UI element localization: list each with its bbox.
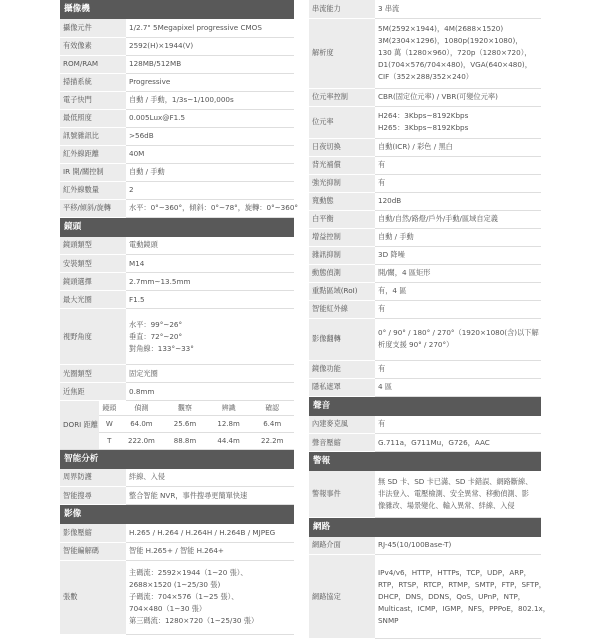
section-header: 影像 bbox=[60, 505, 294, 524]
spec-value-line: 2 bbox=[129, 184, 291, 196]
spec-value-line: 整合智能 NVR，事件搜尋更簡單快速 bbox=[129, 490, 291, 502]
spec-value bbox=[126, 469, 294, 487]
spec-label: 動態偵測 bbox=[309, 264, 375, 282]
dori-cell: 12.8m bbox=[207, 415, 251, 432]
spec-row bbox=[309, 416, 541, 434]
spec-value-line: 開/關，4 區矩形 bbox=[378, 267, 538, 279]
spec-value-line: 有，4 區 bbox=[378, 285, 538, 297]
spec-value bbox=[375, 471, 541, 517]
section-header: 警報 bbox=[309, 452, 541, 471]
spec-row bbox=[60, 560, 294, 634]
spec-value bbox=[126, 273, 294, 291]
spec-label: 強光抑制 bbox=[309, 174, 375, 192]
spec-label: 掃描系統 bbox=[60, 73, 126, 91]
spec-value-line: IPv4/v6，HTTP，HTTPs，TCP，UDP，ARP， bbox=[378, 567, 538, 579]
spec-value bbox=[375, 192, 541, 210]
spec-value-line: 像雜改、場景變化、輸入異常、絆線、入侵 bbox=[378, 500, 538, 512]
spec-label: 聲音壓縮 bbox=[309, 434, 375, 452]
spec-row bbox=[60, 237, 294, 255]
spec-row bbox=[60, 291, 294, 309]
spec-table bbox=[309, 416, 541, 453]
spec-value-line: RTP，RTSP，RTCP，RTMP，SMTP，FTP，SFTP， bbox=[378, 579, 538, 591]
spec-label: 日夜切換 bbox=[309, 138, 375, 156]
spec-label: IR 開/關控制 bbox=[60, 163, 126, 181]
spec-label: 解析度 bbox=[309, 18, 375, 88]
spec-value-line: 3D 降噪 bbox=[378, 249, 538, 261]
spec-row bbox=[309, 156, 541, 174]
spec-row bbox=[60, 109, 294, 127]
spec-value-line: 無 SD 卡、SD 卡已滿、SD 卡錯誤、網路斷線、 bbox=[378, 476, 538, 488]
spec-value-line: 水平：99°~26° bbox=[129, 319, 291, 331]
spec-value bbox=[126, 524, 294, 542]
spec-row bbox=[309, 0, 541, 18]
spec-row bbox=[60, 542, 294, 560]
spec-label: 電子快門 bbox=[60, 91, 126, 109]
spec-label: ROM/RAM bbox=[60, 55, 126, 73]
spec-label: 白平衡 bbox=[309, 210, 375, 228]
spec-row bbox=[309, 378, 541, 396]
spec-value bbox=[126, 37, 294, 55]
spec-label: 安裝類型 bbox=[60, 255, 126, 273]
spec-value bbox=[375, 106, 541, 138]
spec-row bbox=[309, 192, 541, 210]
dori-label: DORI 距離 bbox=[60, 401, 99, 449]
spec-value bbox=[375, 156, 541, 174]
spec-table bbox=[309, 0, 541, 397]
spec-value-line: >56dB bbox=[129, 130, 291, 142]
spec-label: 光圈類型 bbox=[60, 365, 126, 383]
spec-row bbox=[309, 264, 541, 282]
spec-row bbox=[60, 73, 294, 91]
spec-label: 訊號雜訊比 bbox=[60, 127, 126, 145]
spec-label: 隱私遮罩 bbox=[309, 378, 375, 396]
spec-row bbox=[309, 300, 541, 318]
spec-row bbox=[309, 555, 541, 639]
spec-value bbox=[375, 210, 541, 228]
spec-value-line: 第三碼流：1280×720（1~25/30 張） bbox=[129, 615, 291, 627]
dori-cell: T bbox=[99, 432, 120, 449]
spec-value bbox=[375, 246, 541, 264]
spec-label: 視野角度 bbox=[60, 309, 126, 365]
spec-row bbox=[309, 174, 541, 192]
spec-value bbox=[375, 378, 541, 396]
spec-value-line: 子碼流：704×576（1~25 張）、 bbox=[129, 591, 291, 603]
spec-value-line: 水平：0°~360°，傾斜：0°~78°，旋轉：0°~360° bbox=[129, 202, 291, 214]
spec-value-line: 有 bbox=[378, 418, 538, 430]
dori-header-cell: 確認 bbox=[250, 401, 294, 415]
spec-row bbox=[309, 228, 541, 246]
spec-row bbox=[60, 91, 294, 109]
spec-row bbox=[60, 487, 294, 505]
spec-label: 攝像元件 bbox=[60, 19, 126, 37]
spec-row bbox=[60, 273, 294, 291]
spec-value-line: H265：3Kbps~8192Kbps bbox=[378, 122, 538, 134]
spec-value-line: Multicast，ICMP，IGMP，NFS，PPPoE，802.1x， bbox=[378, 603, 538, 615]
spec-value-line: M14 bbox=[129, 258, 291, 270]
spec-value-line: 40M bbox=[129, 148, 291, 160]
spec-value bbox=[375, 555, 541, 639]
spec-value-line: 電動鏡頭 bbox=[129, 239, 291, 251]
spec-value-line: 120dB bbox=[378, 195, 538, 207]
spec-label: 寬動態 bbox=[309, 192, 375, 210]
spec-value-line: 自動/自然/路燈/戶外/手動/區域自定義 bbox=[378, 213, 538, 225]
spec-value-line: 3M(2304×1296)，1080p(1920×1080)， bbox=[378, 35, 538, 47]
spec-label: 周界防護 bbox=[60, 469, 126, 487]
spec-row bbox=[60, 524, 294, 542]
spec-value-line: CBR(固定位元率) / VBR(可變位元率) bbox=[378, 91, 538, 103]
spec-table bbox=[60, 524, 294, 635]
spec-value-line: 固定光圈 bbox=[129, 368, 291, 380]
spec-row bbox=[309, 318, 541, 360]
spec-row bbox=[60, 37, 294, 55]
spec-value-line: Progressive bbox=[129, 76, 291, 88]
spec-row bbox=[309, 537, 541, 555]
spec-value bbox=[375, 416, 541, 434]
spec-value-line: D1(704×576/704×480)，VGA(640×480)， bbox=[378, 59, 538, 71]
spec-table bbox=[60, 237, 294, 402]
spec-value-line: 非法登入、電壓檢測、安全異常、移動偵測、影 bbox=[378, 488, 538, 500]
spec-label: 警報事件 bbox=[309, 471, 375, 517]
spec-value-line: 1/2.7" 5Megapixel progressive CMOS bbox=[129, 22, 291, 34]
spec-value-line: G.711a，G711Mu，G726，AAC bbox=[378, 437, 538, 449]
spec-value-line: 130 萬（1280×960），720p（1280×720）， bbox=[378, 47, 538, 59]
spec-value-line: 析度支援 90° / 270°） bbox=[378, 339, 538, 351]
spec-label: 背光補償 bbox=[309, 156, 375, 174]
dori-header-cell: 鏡頭 bbox=[99, 401, 120, 415]
dori-header-cell: 辨識 bbox=[207, 401, 251, 415]
spec-value-line: 自動 / 手動，1/3s~1/100,000s bbox=[129, 94, 291, 106]
spec-value bbox=[375, 434, 541, 452]
spec-label: 位元率 bbox=[309, 106, 375, 138]
spec-value-line: 智能 H.265+ / 智能 H.264+ bbox=[129, 545, 291, 557]
spec-value-line: 0° / 90° / 180° / 270°（1920×1080(含)以下解 bbox=[378, 327, 538, 339]
dori-cell: 64.0m bbox=[120, 415, 164, 432]
dori-header-row bbox=[60, 401, 294, 415]
spec-label: 近焦距 bbox=[60, 383, 126, 401]
spec-value bbox=[126, 163, 294, 181]
spec-row bbox=[60, 181, 294, 199]
spec-label: 網路介面 bbox=[309, 537, 375, 555]
spec-row bbox=[309, 18, 541, 88]
spec-row bbox=[60, 19, 294, 37]
spec-label: 影像翻轉 bbox=[309, 318, 375, 360]
spec-value bbox=[375, 0, 541, 18]
spec-value bbox=[126, 487, 294, 505]
spec-value bbox=[126, 365, 294, 383]
spec-value-line: 4 區 bbox=[378, 381, 538, 393]
spec-table bbox=[60, 19, 294, 218]
spec-row bbox=[60, 127, 294, 145]
spec-label: 紅外線數量 bbox=[60, 181, 126, 199]
spec-label: 智能搜尋 bbox=[60, 487, 126, 505]
spec-row bbox=[60, 365, 294, 383]
spec-value bbox=[126, 255, 294, 273]
spec-row bbox=[309, 282, 541, 300]
spec-value bbox=[375, 300, 541, 318]
spec-value-line: 絆線、入侵 bbox=[129, 471, 291, 483]
spec-value bbox=[126, 383, 294, 401]
spec-value-line: RJ-45(10/100Base-T) bbox=[378, 539, 538, 551]
spec-value bbox=[126, 145, 294, 163]
spec-value-line: H264：3Kbps~8192Kbps bbox=[378, 110, 538, 122]
spec-label: 鏡頭選擇 bbox=[60, 273, 126, 291]
dori-cell: 22.2m bbox=[250, 432, 294, 449]
spec-value-line: 2688×1520 (1~25/30 張) bbox=[129, 579, 291, 591]
spec-value-line: H.265 / H.264 / H.264H / H.264B / MJPEG bbox=[129, 527, 291, 539]
spec-value bbox=[126, 19, 294, 37]
spec-value bbox=[375, 318, 541, 360]
spec-row bbox=[60, 145, 294, 163]
spec-value-line: 128MB/512MB bbox=[129, 58, 291, 70]
spec-table bbox=[60, 469, 294, 506]
spec-label: 有效像素 bbox=[60, 37, 126, 55]
spec-value-line: 自動(ICR) / 彩色 / 黑白 bbox=[378, 141, 538, 153]
spec-value bbox=[126, 291, 294, 309]
spec-value-line: 自動 / 手動 bbox=[378, 231, 538, 243]
spec-value bbox=[126, 91, 294, 109]
spec-value-line: 對角線：133°~33° bbox=[129, 343, 291, 355]
spec-value-line: 自動 / 手動 bbox=[129, 166, 291, 178]
dori-header-cell: 觀察 bbox=[163, 401, 207, 415]
right-spec-column bbox=[309, 0, 541, 639]
spec-label: 最大光圈 bbox=[60, 291, 126, 309]
spec-label: 智能紅外線 bbox=[309, 300, 375, 318]
spec-value bbox=[375, 264, 541, 282]
spec-row bbox=[60, 309, 294, 365]
spec-row bbox=[60, 383, 294, 401]
spec-value bbox=[375, 174, 541, 192]
spec-row bbox=[309, 360, 541, 378]
spec-row bbox=[309, 138, 541, 156]
spec-table bbox=[309, 537, 541, 639]
spec-row bbox=[309, 106, 541, 138]
spec-value bbox=[375, 282, 541, 300]
spec-row bbox=[60, 255, 294, 273]
section-header: 網路 bbox=[309, 518, 541, 537]
spec-label: 平移/傾斜/旋轉 bbox=[60, 199, 126, 217]
spec-label: 內建麥克風 bbox=[309, 416, 375, 434]
spec-label: 網路協定 bbox=[309, 555, 375, 639]
spec-value bbox=[375, 88, 541, 106]
dori-cell: 6.4m bbox=[250, 415, 294, 432]
spec-label: 智能編解碼 bbox=[60, 542, 126, 560]
spec-value bbox=[126, 181, 294, 199]
spec-label: 最低照度 bbox=[60, 109, 126, 127]
spec-value-line: DHCP，DNS，DDNS，QoS，UPnP，NTP， bbox=[378, 591, 538, 603]
spec-value bbox=[126, 542, 294, 560]
spec-label: 位元率控制 bbox=[309, 88, 375, 106]
spec-label: 雜訊抑制 bbox=[309, 246, 375, 264]
spec-value bbox=[126, 55, 294, 73]
spec-value-line: 2.7mm~13.5mm bbox=[129, 276, 291, 288]
spec-value bbox=[126, 560, 294, 634]
section-header: 聲音 bbox=[309, 397, 541, 416]
spec-row bbox=[309, 471, 541, 517]
dori-cell: 88.8m bbox=[163, 432, 207, 449]
spec-value-line: 0.8mm bbox=[129, 386, 291, 398]
spec-value-line: 主碼流：2592×1944（1~20 張）、 bbox=[129, 567, 291, 579]
spec-value bbox=[126, 127, 294, 145]
spec-row bbox=[309, 246, 541, 264]
spec-row bbox=[60, 55, 294, 73]
spec-value-line: 3 串流 bbox=[378, 3, 538, 15]
spec-value bbox=[126, 237, 294, 255]
spec-row bbox=[60, 163, 294, 181]
spec-value bbox=[375, 228, 541, 246]
spec-row bbox=[309, 434, 541, 452]
dori-header-cell: 偵測 bbox=[120, 401, 164, 415]
spec-value-line: SNMP bbox=[378, 615, 538, 627]
spec-label: 增益控制 bbox=[309, 228, 375, 246]
spec-row bbox=[309, 210, 541, 228]
spec-value bbox=[375, 138, 541, 156]
spec-row bbox=[60, 199, 294, 217]
dori-table bbox=[60, 401, 294, 450]
dori-cell: 25.6m bbox=[163, 415, 207, 432]
spec-label: 鏡像功能 bbox=[309, 360, 375, 378]
spec-value-line: 垂直：72°~20° bbox=[129, 331, 291, 343]
spec-value bbox=[126, 309, 294, 365]
spec-label: 張數 bbox=[60, 560, 126, 634]
spec-value bbox=[126, 73, 294, 91]
section-header: 智能分析 bbox=[60, 450, 294, 469]
spec-value bbox=[375, 18, 541, 88]
spec-value-line: 有 bbox=[378, 303, 538, 315]
spec-value-line: 5M(2592×1944)，4M(2688×1520) bbox=[378, 23, 538, 35]
spec-value-line: 0.005Lux@F1.5 bbox=[129, 112, 291, 124]
section-header: 鏡頭 bbox=[60, 218, 294, 237]
dori-cell: 222.0m bbox=[120, 432, 164, 449]
spec-row bbox=[60, 469, 294, 487]
spec-value-line: 704×480（1~30 張） bbox=[129, 603, 291, 615]
spec-value bbox=[375, 360, 541, 378]
dori-cell: W bbox=[99, 415, 120, 432]
spec-value-line: 有 bbox=[378, 177, 538, 189]
spec-label: 重點區域(RoI) bbox=[309, 282, 375, 300]
spec-value-line: CIF（352×288/352×240） bbox=[378, 71, 538, 83]
spec-value-line: F1.5 bbox=[129, 294, 291, 306]
spec-label: 鏡頭類型 bbox=[60, 237, 126, 255]
section-header: 攝像機 bbox=[60, 0, 294, 19]
dori-cell: 44.4m bbox=[207, 432, 251, 449]
spec-label: 串流能力 bbox=[309, 0, 375, 18]
spec-value bbox=[126, 109, 294, 127]
spec-label: 影像壓縮 bbox=[60, 524, 126, 542]
spec-value bbox=[375, 537, 541, 555]
spec-value bbox=[126, 199, 294, 217]
spec-value-line: 2592(H)×1944(V) bbox=[129, 40, 291, 52]
spec-value-line: 有 bbox=[378, 363, 538, 375]
spec-row bbox=[309, 88, 541, 106]
left-spec-column bbox=[60, 0, 294, 635]
spec-table bbox=[309, 471, 541, 518]
spec-label: 紅外線距離 bbox=[60, 145, 126, 163]
spec-value-line: 有 bbox=[378, 159, 538, 171]
